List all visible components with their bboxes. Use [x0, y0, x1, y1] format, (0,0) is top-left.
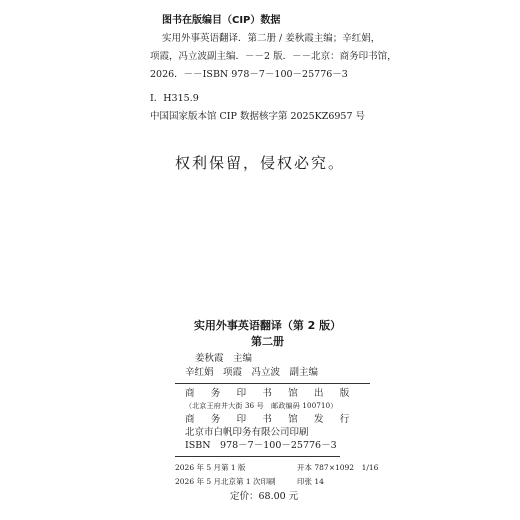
cip-line-1: 实用外事英语翻译．第二册 / 姜秋霞主编；辛红娟， — [162, 33, 381, 44]
divider-bottom — [175, 456, 340, 457]
book-title: 实用外事英语翻译（第 2 版） — [193, 319, 342, 332]
printing-date: 2026 年 5 月北京第 1 次印刷 — [175, 477, 276, 486]
cip-line-2: 项霞，冯立波副主编．－－2 版．－－北京：商务印书馆， — [150, 51, 397, 62]
book-format: 开本 787×1092 1/16 — [297, 463, 379, 472]
divider-top — [175, 383, 370, 384]
price: 定价：68.00 元 — [230, 491, 299, 502]
deputy-editors: 辛红娟 项霞 冯立波 副主编 — [185, 367, 319, 378]
cip-block — [150, 12, 480, 126]
colophon — [155, 318, 380, 505]
publisher: 商 务 印 书 馆 出 版 — [185, 388, 353, 399]
printer: 北京市白帆印务有限公司印刷 — [185, 427, 309, 438]
chief-editor: 姜秋霞 主编 — [195, 353, 253, 364]
cip-number: 中国国家版本馆 CIP 数据核字第 2025KZ6957 号 — [150, 111, 366, 122]
isbn: ISBN 978－7－100－25776－3 — [185, 440, 337, 451]
edition-date: 2026 年 5 月第 1 版 — [175, 463, 246, 472]
publisher-block — [155, 387, 380, 452]
cip-line-3: 2026．－－ISBN 978－7－100－25776－3 — [150, 69, 348, 80]
rights-statement: 权利保留，侵权必究。 — [174, 154, 345, 172]
cip-heading: 图书在版编目（CIP）数据 — [162, 15, 281, 26]
printed-sheets: 印张 14 — [297, 477, 324, 486]
distributor: 商 务 印 书 馆 发 行 — [185, 414, 353, 425]
publisher-address: （北京王府井大街 36 号 邮政编码 100710） — [185, 402, 338, 410]
edition-info — [155, 461, 380, 489]
book-volume: 第二册 — [251, 335, 284, 348]
cip-classification: Ⅰ．H315.9 — [150, 93, 199, 104]
